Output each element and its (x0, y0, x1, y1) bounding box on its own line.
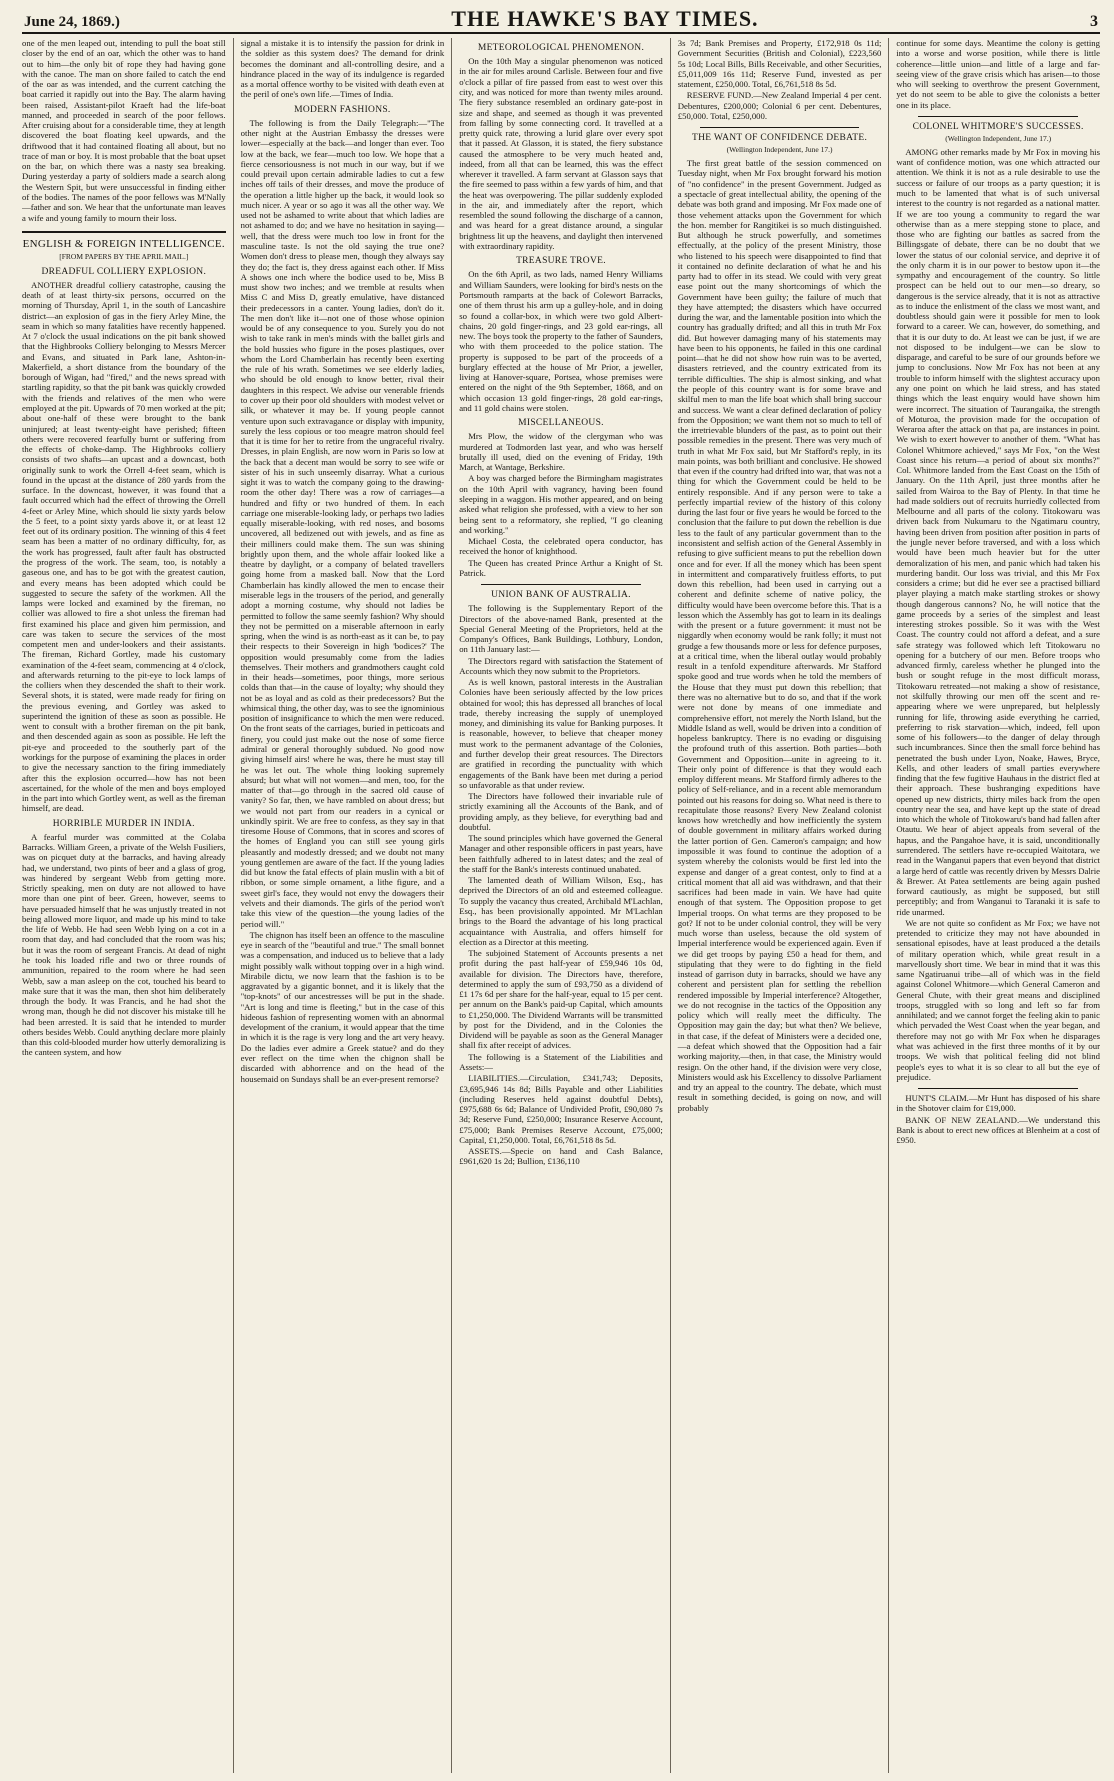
columns (22, 38, 1100, 1773)
article-paragraph: The following is from the Daily Telegraph:—"The other night at the Austrian Embassy the dresses were lower—especially at the back—and longer than ever. Too low at the back, we fear—much too low. We hope that a fierce censoriousness is not much in our way, but if we could prevail upon certain admirable ladies to cut a few inches off tails of their dresses, and move the produce of the operation a little higher up the back, it would look so much nicer. A year or so ago it was all the other way. We used not be ashamed to write about that which ladies are not ashamed to do; and we have no hesitation in saying—well, that the dress were much too low in front for the masculine taste. Is not the old saying the true one? Women don't dress to please men, though they always say they do; the fact is, they dress against each other. If Miss A shows one inch where the bodice used to be, Miss B must show two inches; and we tremble at results when Miss C and Miss D, greatly emulative, have distanced their predecessors in a canter. Young ladies, don't do it. The men don't like it—not one of those whose opinion would be of any consequence to you. Surely you do not wish to take rank in men's minds with the ballet girls and the bold hussies who figure in the poses plastiques, over whom the Lord Chamberlain has recently been exerting the rule of his wrath. Sometimes we see elderly ladies, who should be old enough to know better, rival their daughters in this respect. We advise our venerable friends to cover up their poor old shoulders with modest velvet or silk, or whatever it may be. If young people cannot venture upon such extravagance or display with impunity, surely the less copious or too meagre matron should feel that it is time for her to retire from the ungraceful rivalry. Dresses, in plain English, are now worn in Paris so low at the back that a decent man would be sorry to see wife or sister of his in such unseemly disarray. What a curious sight it was to watch the company going to the drawing-room the other day! There was a row of carriages—a hundred and fifty or two hundred of them. In each carriage one miserable-looking lady, or perhaps two ladies equally miserable-looking, with red noses, and bosoms uncovered, all bedizened out with jewels, and as fine as their milliners could make them. The sun was shining brightly upon them, and the whole affair looked like a theatre by daylight, or a company of belated travellers going home from a masked ball. Now that the Lord Chamberlain has kindly allowed the men to encase their miserable legs in the trousers of the period, and generally adopt a morning costume, why should not ladies be permitted to follow the same seemly fashion? Why should they not be permitted on a miserable afternoon in early spring, when the wind is as north-east as it can be, to pay their respects to their Sovereign in high 'bodices?' The opposition would presumably come from the ladies themselves. Their mothers and grandmothers caught cold in their heads—sometimes, poor things, more serious colds than that—in the cause of loyalty; why should they not be as loyal and as cold as their predecessors? But the whimsical thing, the other day, was to see the ignominious position of insignificance to which the men were reduced. On the front seats of the carriages, buried in petticoats and finery, you could just make out the nose of some fierce admiral or general thoroughly subdued. No good now giving himself airs! where he was, there he must stay till he was let out. The whole thing looking supremely absurd; but what will not women—and men, too, for the matter of that—go through in the sacred old cause of vanity? So far, then, we have rambled on about dress; but we would not part from our readers in a cynical or unkindly spirit. We are free to confess, as they say in that tiresome House of Commons, that in scores and scores of the homes of England you can still see young girls pleasantly and modestly dressed; and we doubt not many young gentlemen are aware of the fact. If the young ladies did but know the fatal effects of plain muslin with a bit of ribbon, or some simple ornament, a lithe figure, and a sweet girl's face, they would not envy the dowagers their velvets and their diamonds. The girls of the period won't take this view of the question—the young ladies of the period will." (240, 117, 445, 929)
divider (481, 584, 641, 585)
column-5 (888, 38, 1100, 1773)
article-heading: MODERN FASHIONS. (294, 104, 391, 115)
newspaper-title: THE HAWKE'S BAY TIMES. (451, 6, 759, 31)
masthead (22, 6, 1100, 34)
divider (918, 1088, 1078, 1089)
article-heading: UNION BANK OF AUSTRALIA. (491, 590, 631, 601)
news-brief: BANK OF NEW ZEALAND.—We understand this Bank is about to erect new offices at Blenheim at a cost of £950. (896, 1114, 1100, 1146)
article-paragraph: On the 6th April, as two lads, named Henry Williams and William Saunders, were looking for bird's nests on the Portsmouth ramparts at the back of Colewort Barracks, one of them thrust his arm up a gulley-hole, and in doing so found a collar-box, in which were two gold Albert-chains, 20 gold finger-rings, and 23 gold ear-rings, all new. The boys took the property to the father of Saunders, who with them proceeded to the police station. The property is supposed to be part of the proceeds of a burglary effected at the house of Mr Prior, a jeweller, living at Hanover-square, Portsea, whose premises were entered on the night of the 9th September, 1868, and on which occasion 13 gold finger-rings, 28 gold ear-rings, and 11 gold chains were stolen. (459, 269, 663, 413)
page-number: 3 (1090, 13, 1098, 30)
article-heading: MISCELLANEOUS. (518, 418, 604, 429)
article-paragraph: ANOTHER dreadful colliery catastrophe, causing the death of at least thirty-six persons, occurred on the morning of Thursday, April 1, in the south of Lancashire district—an explosion of gas in the fiery Arley Mine, the seam in which so many fatalities have recently happened. At 7 o'clock the usual indications on the pit bank showed that the Highbrooks Colliery belonging to Messrs Mercer and Evans, and situated in Park lane, Ashton-in-Makerfield, a short distance from the boundary of the borough of Wigan, had "fired," and the news spread with startling rapidity, so that the pit bank was quickly crowded with the friends and relatives of the men who were employed at the pit. Upwards of 70 men worked at the pit; about one-half of these were brought to the bank uninjured; at least twenty-eight have perished; fifteen others were recovered fearfully burnt or suffering from the effects of choke-damp. The Highbrooks colliery consists of two shafts—an upcast and a downcast, both originally sunk to work the Orrell 4-feet seam, which is found in the upcast at the distance of 280 yards from the surface. In the downcast, however, it was found that a fault occurred which had the effect of throwing the Orrell 4-feet or Arley Mine, which should lie sixty yards below the 5 feet, to a point sixty yards above it, or at least 12 feet out of its ordinary position. The winning of this 4 feet seam has been a matter of no ordinary difficulty, for, as the work has progressed, fault after fault has obstructed the progress of the work. The seam, too, is notably a gaseous one, and has to be got with the greatest caution, and every means has been adopted which could be suggested to secure the safety of the workmen. All the lamps were locked and examined by the fireman, no collier was allowed to fire a shot unless the fireman had first examined his place and given him permission, and care was taken to secure the services of the most competent men and under-lookers and their assistants. The fireman, Richard Gortley, made his customary examination of the 4-feet seam, commencing at 4 o'clock, and afterwards returning to the pit-eye to lock lamps of the colliers when they descended the shaft to their work. Several shots, it is stated, were made ready for firing on the previous evening, and Gortley was asked to superintend the ignition of these as soon as possible. He went to consult with a brother fireman on the pit bank, and then descended again as soon as possible. He left the pit-eye and proceeded to the southerly part of the workings for the purpose of examining the places in order to give the necessary sanction to the firing immediately after this the explosion occurred—how has not been ascertained, for the whole of the men and boys employed in the part into which Gortley went, as well as the fireman himself, are dead. (22, 279, 226, 814)
divider (918, 116, 1078, 117)
article-paragraph: The sound principles which have governed the General Manager and other responsible officers in past years, have been faithfully adhered to in latest dates; and the zeal of the staff for the Bank's interests continued unabated. (459, 833, 663, 874)
column-3 (451, 38, 670, 1773)
article-paragraph: The following is the Supplementary Report of the Directors of the above-named Bank, presented at the Special General Meeting of the Proprietors, held at the Company's Offices, Bank Buildings, Lothbury, London, on 11th January last:— (459, 603, 663, 655)
article-paragraph: On the 10th May a singular phenomenon was noticed in the air for miles around Carlisle. Between four and five o'clock a pillar of fire passed from east to west over this city, and was noticed for more than twenty miles around. The fiery substance resembled an ordinary gate-post in size and shape, and seemed as though it was prevented from falling by some connecting cord. It travelled at a pretty quick rate, throwing a lurid glare over every spot that it passed. At Glasson, it is stated, the fiery substance caused the atmosphere to be very much heated and, indeed, from all that can be learned, this was the effect wherever it travelled. A farm servant at Glasson says that the fire seemed to pass within a few yards of him, and that the heat was overpowering. The pillar suddenly exploded in the air, and immediately after the report, which resembled the sound following the discharge of a cannon, and was heard for a great distance around, a singular brightness lit up the heavens, and daylight then intervened with extraordinary rapidity. (459, 56, 663, 251)
column-2 (233, 38, 452, 1773)
divider (700, 127, 860, 128)
article-paragraph: one of the men leaped out, intending to pull the boat still closer by the end of an oar, which the other was to hand out to him—the only bit of rope they had having gone with the canoe. The man on shore failed to catch the end of the oar as was intended, and the current catching the boat carried it rapidly out into the Bay. The alarm having been raised, Assistant-pilot Kraeft had the life-boat manned, and proceeded in search of the poor fellows. After cruising about for a considerable time, they at length discovered the boat floating keel upwards, and the driftwood that it had contained floating all about, but no trace of man or boy. It is most probable that the boat upset on the bar, on which there was a nasty sea breaking. During yesterday a party of soldiers made a search along the Western Spit, but were unsuccessful in finding either of the bodies. The names of the poor fellows was M'Nally—father and son. We hear that the unfortunate man leaves a wife and young family to mourn their loss. (22, 38, 226, 223)
article-heading: COLONEL WHITMORE'S SUCCESSES. (912, 121, 1084, 132)
section-heading: ENGLISH & FOREIGN INTELLIGENCE. (22, 231, 226, 251)
source-note: [FROM PAPERS BY THE APRIL MAIL.] (59, 251, 189, 261)
article-paragraph: LIABILITIES.—Circulation, £341,743; Deposits, £3,695,946 14s 8d; Bills Payable and other Liabilities (including Reserves held against doubtful Debts), £975,688 6s 6d; Balance of Undivided Profit, £90,080 7s 3d; Reserve Fund, £250,000; Insurance Reserve Account, £75,000; Bank Premises Reserve Account, £75,000; Capital, £1,250,000. Total, £6,761,518 8s 5d. (459, 1073, 663, 1145)
article-paragraph: The following is a Statement of the Liabilities and Assets:— (459, 1051, 663, 1072)
article-heading: DREADFUL COLLIERY EXPLOSION. (41, 266, 207, 277)
article-paragraph: A boy was charged before the Birmingham magistrates on the 10th April with vagrancy, having been found sleeping in a waggon. His mother appeared, and on being asked what religion she professed, with a view to her son being sent to a reformatory, she replied, "I go cleaning and working." (459, 473, 663, 535)
article-paragraph: The subjoined Statement of Accounts presents a net profit during the past half-year of £59,946 10s 0d, available for division. The Directors have, therefore, determined to apply the sum of £93,750 as a dividend of £1 17s 6d per share for the half-year, equal to 15 per cent. per annum on the Bank's paid-up Capital, which amounts to £1,250,000. The Dividend Warrants will be transmitted by post for the Dividend, and in the Colonies the Dividend will be payable as soon as the General Manager shall fix after receipt of advices. (459, 948, 663, 1051)
article-paragraph: The lamented death of William Wilson, Esq., has deprived the Directors of an old and esteemed colleague. To supply the vacancy thus created, Archibald M'Lachlan, Esq., has been provisionally appointed. Mr M'Lachlan brings to the Board the advantage of his long practical acquaintance with Australia, and offers himself for election as a Director at this meeting. (459, 875, 663, 947)
article-paragraph: signal a mistake it is to intensify the passion for drink in the soldier as this system does? The demand for drink becomes the dominant and all-controlling desire, and a hindrance placed in the way of its indulgence is regarded as a mortal offence worthy to be visited with death even at the peril of one's own life.—Times of India. (240, 38, 445, 100)
column-1 (22, 38, 233, 1773)
column-4 (670, 38, 889, 1773)
article-heading: TREASURE TROVE. (516, 256, 606, 267)
article-paragraph: AMONG other remarks made by Mr Fox in moving his want of confidence motion, was one which attracted our attention. We think it is not as a rule desirable to use the success or failure of our troops as a party question; it is much to be lamented that what is of such universal interest to the country is not regarded as a national matter. If we are too young a community to regard the war otherwise than as a mere stepping stone to place, and those who are fighting our battles as sacred from the Billingsgate of debate, there can be no doubt that we lower the status of our colonial service, and deprive it of the only charm it is in our power to bestow upon it—the sympathy and encouragement of the country. So little prospect can be held out to our men—so dreary, so dangerous is the service already, that it is not as attractive as to induce the enlistment of the class we most want, and doubtless should gain were it possible for men to look forward to a career. We can, however, do something, and that it is our duty to do. At least we can be just, if we are not disposed to be indulgent—we can be slow to disparage, and careful to be sure of our grounds before we jump to conclusions. Now Mr Fox has not been at any trouble to inform himself with the slightest accuracy upon any one point on which he laid stress, and has stated things which the least enquiry would have shown him were incorrect. The situation of Taurangaika, the strength of Moturoa, the provision made for the occupation of Weraroa after the attack on that pa, are instances in point. We wish to exert however to another of them. "What has Colonel Whitmore achieved," says Mr Fox, "on the West Coast since his return—a period of about six months?" Col. Whitmore landed from the East Coast on the 15th of January. On the 11th April, just three months after he sailed from Wairoa to the Bay of Plenty. In that time he had made soldiers out of recruits hurriedly collected from Melbourne and all parts of the colony. Titokowaru was driven back from Nukumaru to the Ngatimaru country, having been driven from position after position in parts of the jungle never before traversed, and with a loss which would have been much heavier but for the utter demoralization of his men, and panic which had taken his murdering bandit. Our loss was trivial, and this Mr Fox considers a crime; but did he ever see a practised billiard player playing a match make startling strokes or showy though dangerous cannons? No, he will notice that the game proceeds by a series of the simplest and least interesting strokes possible. So it was with the West Coast. The country could not afford a defeat, and a sure safe strategy was followed which left Titokowaru no opening for a butchery of our men. Before troops who advanced firmly, careless whether he plunged into the bush or sought refuge in the most difficult morass, Titokowaru retreated—not making a show of resistance, not skilfully throwing our men off the scent and re-appearing where we were unprepared, but helplessly running for life, throwing aside everything he carried, preferring to risk starvation—which, indeed, fell upon some of his followers—to the danger of delay through such incumbrances. Since then the small force behind has penetrated the bush under Lyon, Noake, Hawes, Bryce, Kells, and other leaders of small parties everywhere finding that the few fugitive Hauhaus in the district fled at their approach. These bushranging expeditions have opened up new districts, thirty miles back from the open country near the sea, and have kept up the state of dread into which the whole of Titokowaru's band had fallen after Otautu. We hear of abject appeals from several of the hapus, and the Pangahoe have, it is said, unconditionally surrendered. The settlers have re-occupied Waitotara, we read in the Wanganui papers that even beyond that district a large herd of cattle was recently driven by Messrs Dalrie & Brewer. At Patea settlements are being again pushed forward cautiously, as might be supposed, but still perceptibly; and from Wanganui to Taranaki it is safe to ride unarmed. (896, 146, 1100, 917)
issue-date: June 24, 1869.) (24, 14, 120, 30)
article-paragraph: We are not quite so confident as Mr Fox; we have not pretended to criticize they may not have abounded in sensational episodes, have at least produced a the details of military operation which, while great result in a marvellously short time. We bear in mind that it was this same Ngatiruanui tribe—all of which was in the field against Colonel Whitmore—which General Cameron and General Chute, with their great means and disciplined troops, struggled with so long and left so far from annihilated; and we cannot forget the feeling akin to panic which pervaded the West Coast when the year began, and therefore may not go with Mr Fox when he disparages what was achieved in the first three months of it by our troops. We wish that political feeling did not blind people's eyes to what it is so clear to all but the eye of prejudice. (896, 917, 1100, 1082)
article-heading: HORRIBLE MURDER IN INDIA. (52, 818, 195, 829)
article-paragraph: Mrs Plow, the widow of the clergyman who was murdered at Todmorden last year, and who was herself brutally ill used, died on the evening of Friday, 19th March, at Wantage, Berkshire. (459, 431, 663, 473)
article-paragraph: The Directors regard with satisfaction the Statement of Accounts which they now submit to the Proprietors. (459, 655, 663, 676)
article-source: (Wellington Independent, June 17.) (945, 134, 1052, 144)
article-paragraph: 3s 7d; Bank Premises and Property, £172,918 0s 11d; Government Securities (British and Colonial), £223,560 5s 10d; Local Bills, Bills Receivable, and other Securities, £5,011,009 16s 11d; Reserve Fund, invested as per statement, £250,000. Total, £6,761,518 8s 5d. (677, 38, 882, 90)
article-paragraph: The Directors have followed their invariable rule of strictly examining all the Accounts of the Bank, and of providing amply, as they believe, for everything bad and doubtful. (459, 791, 663, 832)
article-paragraph: The chignon has itself been an offence to the masculine eye in search of the "beautiful and true." The small bonnet was a compensation, and induced us to believe that a lady might possibly walk without topping over in a high wind. Mirabile dictu, we now learn that the fashion is to be aggravated by a gigantic bonnet, and it is likely that the "top-knots" of our ancestresses will be put in the shade. "Art is long and time is fleeting," but in the case of this hideous fashion of representing women with an abnormal development of the cranium, it would appear that the time in which it is the rage is very long and the art very heavy. Do the ladies ever admire a Greek statue? and do they ever reflect on the time when the chignon shall be discarded with abhorrence and on the head of the housemaid on Sundays shall be an ever-present remorse? (240, 929, 445, 1084)
article-paragraph: The Queen has created Prince Arthur a Knight of St. Patrick. (459, 557, 663, 578)
article-paragraph: The first great battle of the session commenced on Tuesday night, when Mr Fox brought forward his motion of "no confidence" in the present Government. Judged as a spectacle of great intellectual ability, the opening of the debate was both grand and imposing. Mr Fox made one of those vehement attacks upon the Government for which the hon. member for Rangitikei is so much distinguished. But although he struck powerfully, and sometimes effectually, at the policy of the present Ministry, those who listened to his speech were disappointed to find that it contained no definite declaration of what he and his party had to offer in its stead. We could with very great ease point out the many shortcomings of which the Government have been guilty; the failure of much that they have attempted; the disasters which have occurred during the war, and the lamentable position into which the country has gradually drifted; and all this in truth Mr Fox did. But however damaging many of his statements may have been to his opponents, he failed in this one cardinal point—that he did not show how ruin was to be averted, disasters retrieved, and the country extricated from its terrible difficulties. The ship is almost sinking, and what the people of this country want is for some brave and skilful men to man the life boat which shall bring succour and success. We want a clear defined declaration of policy from the Opposition; we want them not so much to tell of the irretrievable blunders of the past, as to point out their possible remedies in the present. There was very much of truth in what Mr Fox said, but Mr Stafford's reply, in its main points, was both brilliant and conclusive. He showed that even if the country had drifted into war, that was not a thing for which the Government could be held to be entirely responsible. And if any person were to take a perfectly impartial review of the history of this colony during the last four or five years he would be forced to the conclusion that the failure to put down the rebellion is due less to the fault of any particular government than to the inconsistent and selfish action of the General Assembly in refusing to give sufficient means to put the rebellion down once and for ever. If all the money which has been spent in intermittent and comparatively fruitless efforts, to put down this rebellion, had been used in carrying out a coherent and definite scheme of native policy, the difficulty would have been overcome before this. That is a lesson which the Assembly has got to learn in its dealings with the present or a future government: it must not be niggardly when economy would be rank folly; it must not grudge a few thousands more or less for defence purposes, at a critical time, when the liberal outlay would probably result in a tenfold expenditure afterwards. Mr Stafford spoke good and true words when he told the members of the House that they must put down this rebellion; that there was no alternative but to do so, and that if the work were not done by means of one immediate and comprehensive effort, not merely the North Island, but the Middle Island as well, would be driven into a condition of hopeless bankruptcy. There is no evading or disguising the profound truth of this assertion. Both parties—both Government and Opposition—unite in agreeing to it. Their only point of difference is that they would each employ different means. Mr Stafford firmly adheres to the policy of Self-reliance, and in a recent able memorandum pointed out his reasons for doing so. What need is there to recapitulate those reasons? Every New Zealand colonist knows how wretchedly and how inefficiently the system of double government in military affairs worked during the latter portion of Gen. Cameron's campaign; and how impossible it was found to continue the adoption of a system whereby the colonists would be first led into the expense and danger of a great contest, only to find at a critical moment that all aid was withdrawn, and that their sacrifices had been made in vain. We have had quite enough of that system. The Opposition propose to get Imperial troops. On what terms are they proposed to be got? If not to be under colonial control, they will be very much worse than useless, because the old system of Imperial interference would be experienced again. Even if we did get troops by paying £50 a head for them, and stipulating that they were to do fighting in the field instead of garrison duty in barracks, should we have any coherent and persistent plan for settling the rebellion rendered impossible by Imperial interference? Altogether, we do not recognise in the tactics of the Opposition any policy which will really meet the difficulty. The Opposition may gain the day; but what then? We believe, in that case, if the defeat of Ministers were a decided one,—a defeat which showed that the Opposition had a fair working majority,—then, in that case, the Ministry would resign. On the other hand, if the division were very close, Ministers would ask his Excellency to dissolve Parliament and try an appeal to the country. The debate, which must result in something decided, is going on now, and will probably (677, 158, 882, 1113)
article-heading: THE WANT OF CONFIDENCE DEBATE. (691, 133, 868, 144)
article-paragraph: As is well known, pastoral interests in the Australian Colonies have been seriously affected by the low prices obtained for wool; this has depressed all branches of local trade, thereby increasing the supply of unemployed money, and diminishing its value for Banking purposes. It is reasonable, however, to believe that cheaper money must work to the permanent advantage of the Colonies, and further develop their great resources. The Directors are gratified in recording the punctuality with which engagements of the Bank have been met during a period so unfavorable as that under review. (459, 677, 663, 790)
article-paragraph: A fearful murder was committed at the Colaba Barracks. William Green, a private of the Welsh Fusiliers, was on picquet duty at the barracks, and having already had, we understand, two pints of beer and a glass of grog, was hindered by sergeant Webb from getting more. Strictly speaking, men on duty are not allowed to have more than one pint of beer. Green, however, seems to have persuaded himself that he was unjustly treated in not being allowed more liquor, and made up his mind to take the life of Webb. He had seen Webb lying on a cot in a room that day, and had concluded that the room was his; but it was the room of sergeant Francis. At dead of night he took his loaded rifle and two or three rounds of ammunition, repaired to the room where he had seen Webb, saw a man asleep on the cot, touched his beard to make sure that it was the man, then shot him deliberately through the body. It was Francis, and he had shot the wrong man, though he did not discover his mistake till he had been arrested. It is said that he intended to murder others besides Webb. Could anything declare more plainly than this cold-blooded murder how utterly demoralizing is the canteen system, and how (22, 831, 226, 1058)
article-source: (Wellington Independent, June 17.) (726, 145, 833, 155)
article-paragraph: Michael Costa, the celebrated opera conductor, has received the honor of knighthood. (459, 536, 663, 557)
article-paragraph: continue for some days. Meantime the colony is getting into a worse and worse position, while there is little coherence—little union—and little of a large and far-seeing view of the grave crisis which has arisen—to those who will seeking to overthrow the present Government, yet do not seem to be able to give the colonists a better one in its place. (896, 38, 1100, 110)
news-brief: HUNT'S CLAIM.—Mr Hunt has disposed of his share in the Shotover claim for £19,000. (896, 1093, 1100, 1114)
article-heading: METEOROLOGICAL PHENOMENON. (477, 43, 645, 53)
article-paragraph: ASSETS.—Specie on hand and Cash Balance, £961,620 1s 2d; Bullion, £136,110 (459, 1146, 663, 1167)
article-paragraph: RESERVE FUND.—New Zealand Imperial 4 per cent. Debentures, £200,000; Colonial 6 per cent. Debentures, £50,000. Total, £250,000. (677, 90, 882, 121)
